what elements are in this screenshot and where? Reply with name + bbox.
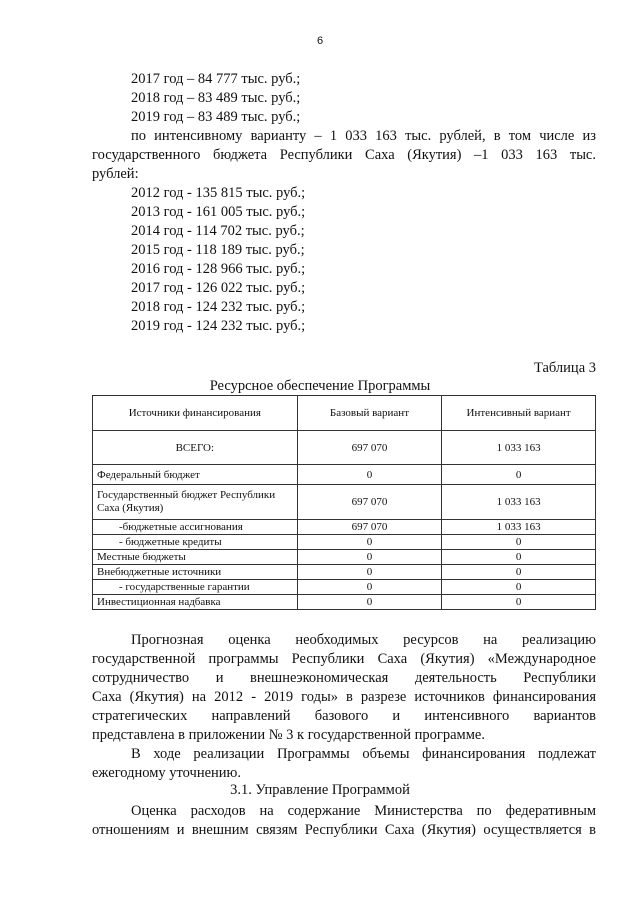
table-row bbox=[93, 565, 596, 580]
table-row bbox=[93, 431, 596, 465]
paragraph-line: стратегических направлений базового и интенсивного вариантов bbox=[92, 708, 596, 724]
list-item: 2015 год - 118 189 тыс. руб.; bbox=[131, 242, 305, 258]
cell-source: -бюджетные ассигнования bbox=[93, 520, 298, 535]
cell-base: 0 bbox=[297, 465, 442, 485]
table-row bbox=[93, 595, 596, 610]
cell-source: - бюджетные кредиты bbox=[93, 535, 298, 550]
cell-intensive: 0 bbox=[442, 535, 596, 550]
table-row bbox=[93, 520, 596, 535]
paragraph-line: Оценка расходов на содержание Министерства по федеративным bbox=[131, 803, 596, 819]
list-item: 2012 год - 135 815 тыс. руб.; bbox=[131, 185, 306, 201]
paragraph-line: В ходе реализации Программы объемы финансирования подлежат bbox=[131, 746, 596, 762]
list-item: 2013 год - 161 005 тыс. руб.; bbox=[131, 204, 306, 220]
cell-source: Инвестиционная надбавка bbox=[93, 595, 298, 610]
cell-intensive: 1 033 163 bbox=[442, 431, 596, 465]
cell-base: 0 bbox=[297, 550, 442, 565]
cell-intensive: 0 bbox=[442, 550, 596, 565]
paragraph-line: Саха (Якутия) на 2012 - 2019 годы» в разрезе источников финансирования bbox=[92, 689, 596, 705]
cell-base: 697 070 bbox=[297, 431, 442, 465]
table-row bbox=[93, 485, 596, 520]
list-item: 2017 год – 84 777 тыс. руб.; bbox=[131, 71, 301, 87]
cell-intensive: 1 033 163 bbox=[442, 520, 596, 535]
header-intensive: Интенсивный вариант bbox=[442, 396, 596, 431]
table-row bbox=[93, 465, 596, 485]
list-item: 2014 год - 114 702 тыс. руб.; bbox=[131, 223, 305, 239]
paragraph-line: государственного бюджета Республики Саха (Якутия) –1 033 163 тыс. bbox=[92, 147, 596, 163]
list-item: 2018 год - 124 232 тыс. руб.; bbox=[131, 299, 306, 315]
resource-table bbox=[92, 395, 596, 610]
paragraph-line: сотрудничество и внешнеэкономическая деятельность Республики bbox=[92, 670, 596, 686]
cell-base: 0 bbox=[297, 565, 442, 580]
header-source: Источники финансирования bbox=[93, 396, 298, 431]
cell-base: 0 bbox=[297, 580, 442, 595]
paragraph-line: рублей: bbox=[92, 166, 139, 182]
paragraph-line: государственной программы Республики Саха (Якутия) «Международное bbox=[92, 651, 596, 667]
cell-source: ВСЕГО: bbox=[93, 431, 298, 465]
list-item: 2018 год – 83 489 тыс. руб.; bbox=[131, 90, 301, 106]
table-label: Таблица 3 bbox=[533, 360, 596, 376]
paragraph-line: отношениям и внешним связям Республики Саха (Якутия) осуществляется в bbox=[92, 822, 596, 838]
cell-intensive: 0 bbox=[442, 465, 596, 485]
table-title: Ресурсное обеспечение Программы bbox=[209, 378, 431, 394]
cell-intensive: 0 bbox=[442, 580, 596, 595]
table-row bbox=[93, 535, 596, 550]
paragraph-line: по интенсивному варианту – 1 033 163 тыс. рублей, в том числе из bbox=[131, 128, 596, 144]
cell-intensive: 0 bbox=[442, 565, 596, 580]
cell-base: 0 bbox=[297, 535, 442, 550]
cell-source: Внебюджетные источники bbox=[93, 565, 298, 580]
cell-base: 697 070 bbox=[297, 520, 442, 535]
cell-base: 0 bbox=[297, 595, 442, 610]
cell-intensive: 1 033 163 bbox=[442, 485, 596, 520]
list-item: 2016 год - 128 966 тыс. руб.; bbox=[131, 261, 306, 277]
table-row bbox=[93, 580, 596, 595]
list-item: 2019 год - 124 232 тыс. руб.; bbox=[131, 318, 306, 334]
paragraph-line: представлена в приложении № 3 к государственной программе. bbox=[92, 727, 485, 743]
table-header-row bbox=[93, 396, 596, 431]
page-number: 6 bbox=[316, 35, 324, 47]
list-item: 2019 год – 83 489 тыс. руб.; bbox=[131, 109, 301, 125]
list-item: 2017 год - 126 022 тыс. руб.; bbox=[131, 280, 306, 296]
cell-base: 697 070 bbox=[297, 485, 442, 520]
paragraph-line: ежегодному уточнению. bbox=[92, 765, 242, 781]
cell-source: Федеральный бюджет bbox=[93, 465, 298, 485]
cell-intensive: 0 bbox=[442, 595, 596, 610]
cell-source: - государственные гарантии bbox=[93, 580, 298, 595]
header-base: Базовый вариант bbox=[297, 396, 442, 431]
cell-source: Государственный бюджет Республики Саха (Якутия) bbox=[93, 485, 298, 520]
section-title: 3.1. Управление Программой bbox=[230, 782, 410, 798]
paragraph-line: Прогнозная оценка необходимых ресурсов на реализацию bbox=[131, 632, 596, 648]
cell-source: Местные бюджеты bbox=[93, 550, 298, 565]
table-row bbox=[93, 550, 596, 565]
